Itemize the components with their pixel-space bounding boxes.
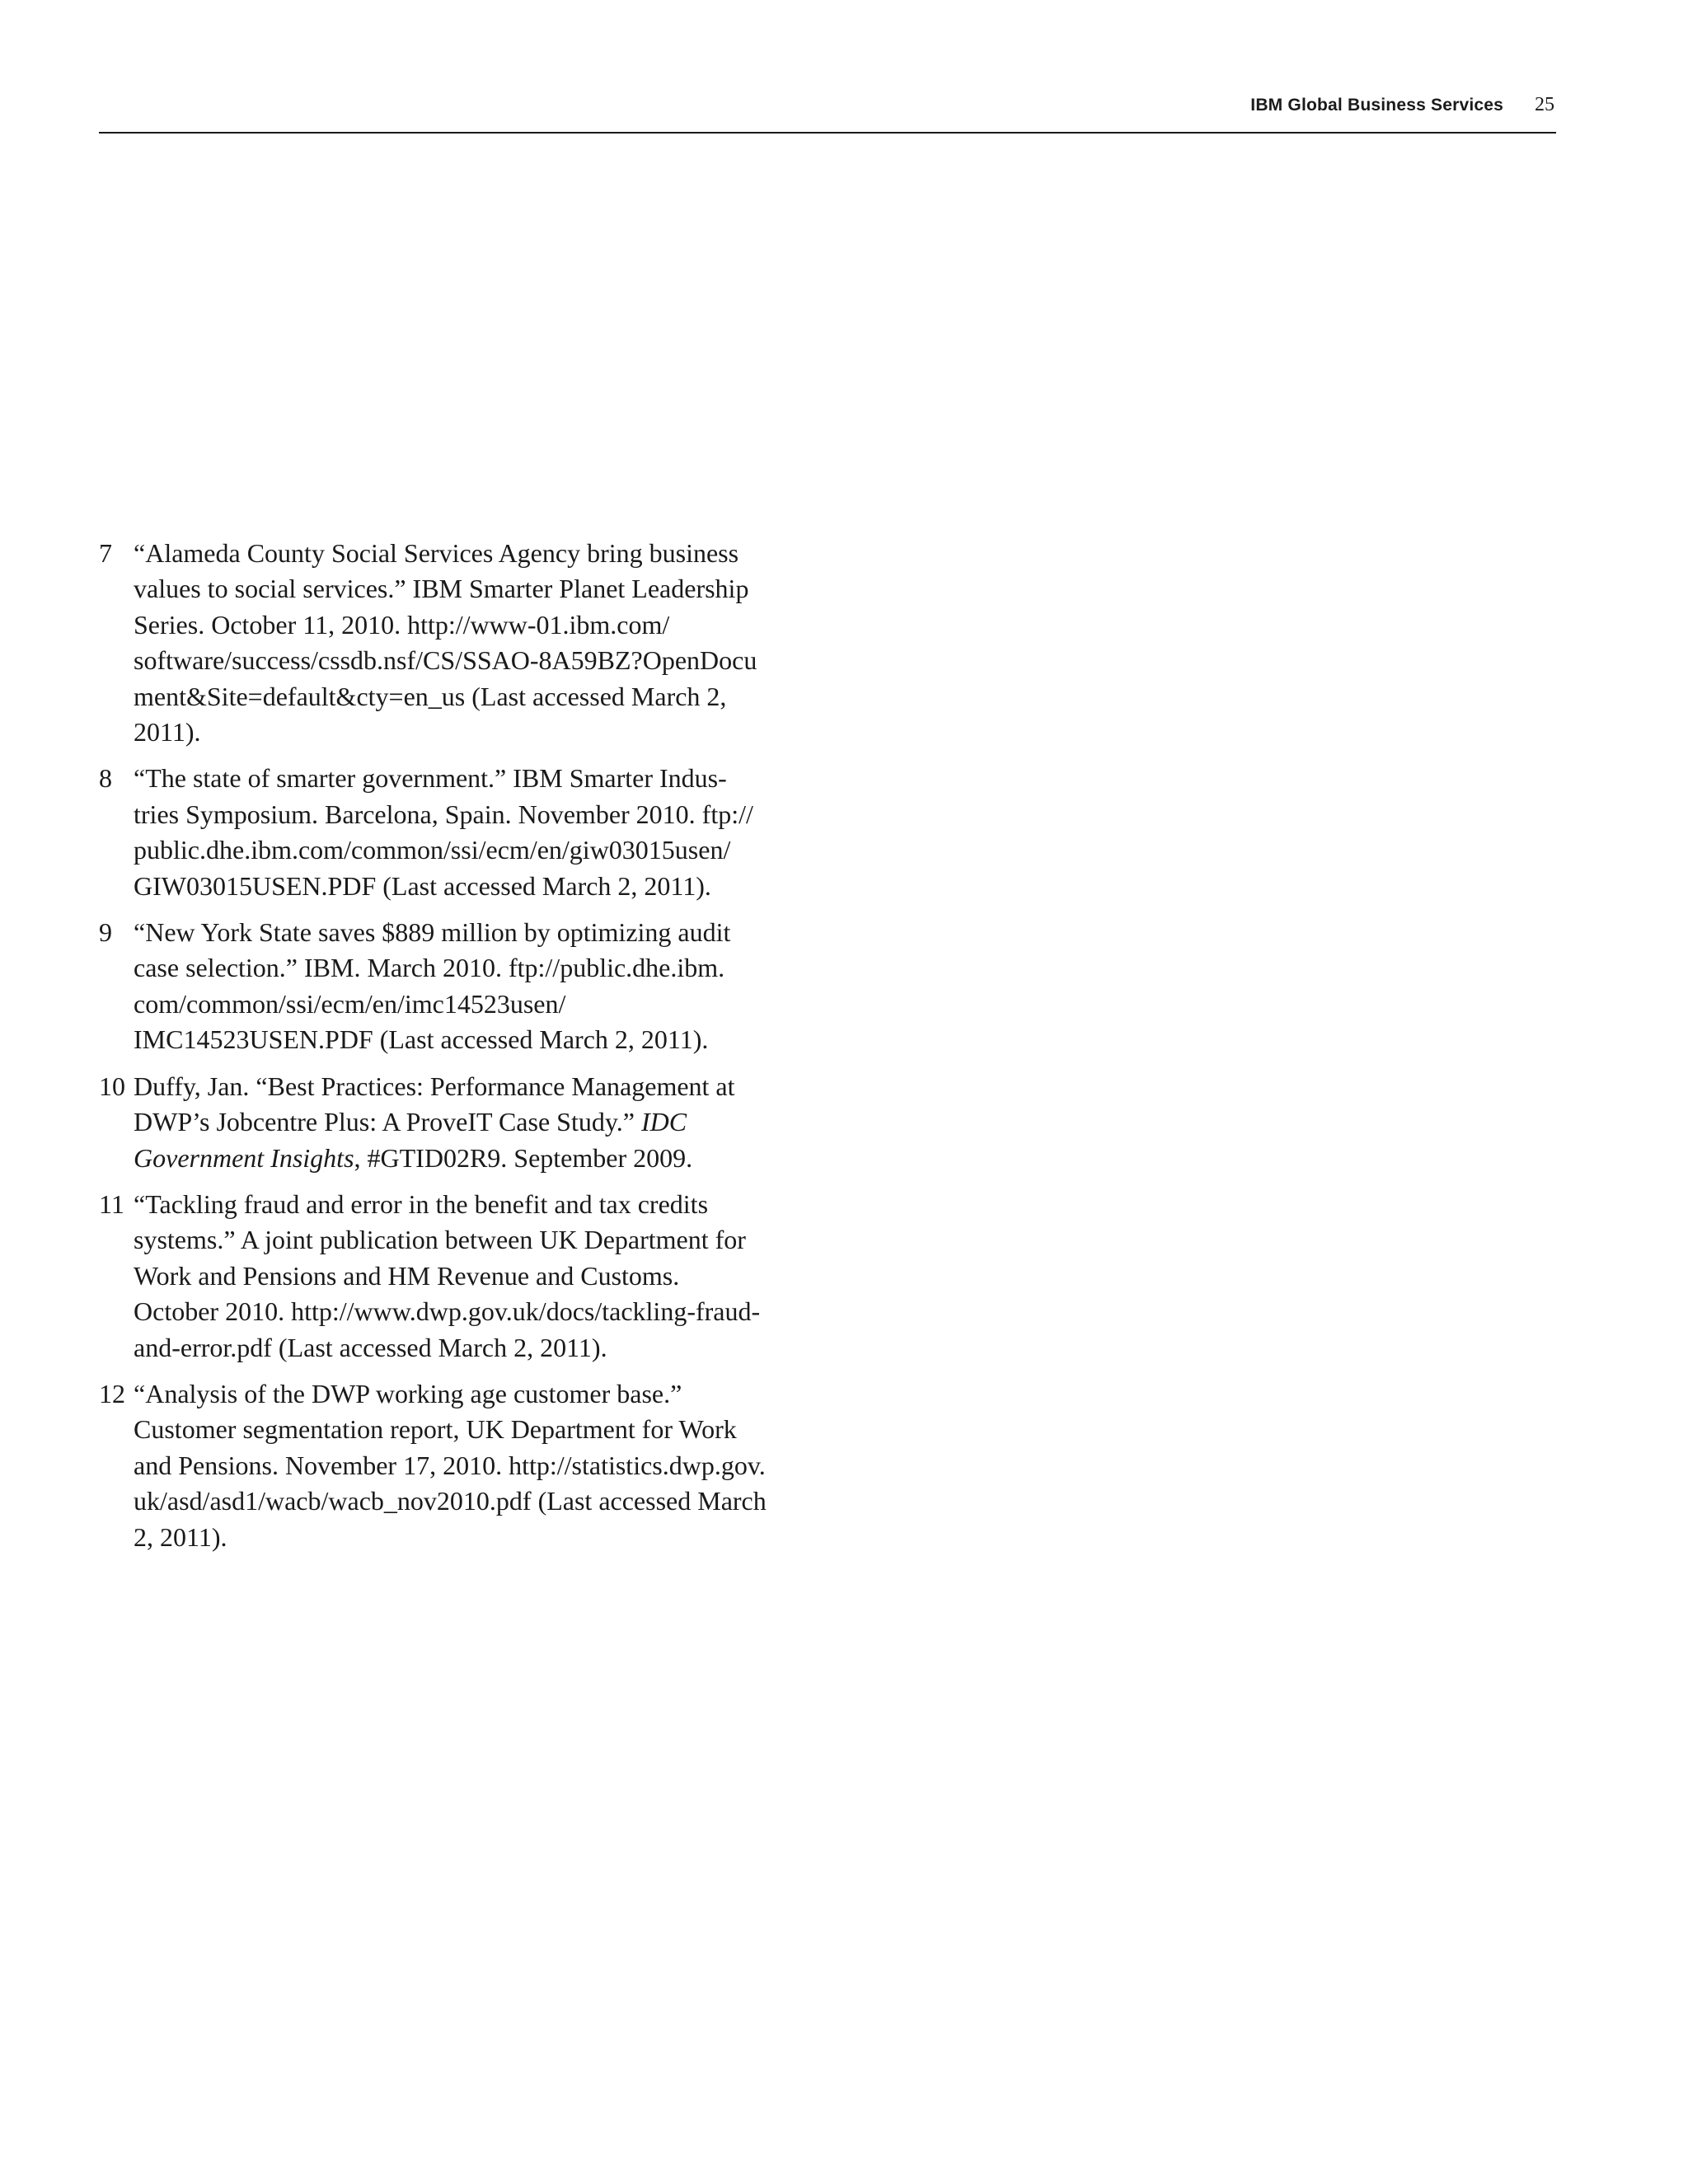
endnote-number: 10	[99, 1071, 125, 1101]
endnote-text	[134, 536, 808, 750]
endnote-line: case selection.” IBM. March 2010. ftp://public.dhe.ibm.	[134, 953, 725, 983]
endnote-text	[134, 1187, 808, 1366]
endnote-line: “Tackling fraud and error in the benefit and tax credits	[134, 1188, 709, 1219]
endnote-line: systems.” A joint publication between UK Department for	[134, 1225, 746, 1255]
endnote-line: Customer segmentation report, UK Department for Work	[134, 1414, 737, 1445]
endnote-line: values to social services.” IBM Smarter Planet Leadership	[134, 574, 749, 604]
endnote-line: GIW03015USEN.PDF (Last accessed March 2, 2011).	[134, 870, 711, 901]
endnote-line: and-error.pdf (Last accessed March 2, 2011).	[134, 1332, 607, 1362]
endnote-line: Series. October 11, 2010. http://www-01.ibm.com/	[134, 609, 670, 640]
endnote-text	[134, 915, 808, 1058]
publication-title: IDC	[640, 1107, 687, 1137]
endnote-line: and Pensions. November 17, 2010. http://statistics.dwp.gov.	[134, 1450, 766, 1480]
endnote-line: software/success/cssdb.nsf/CS/SSAO-8A59BZ?OpenDocu	[134, 645, 757, 676]
endnote-line: Duffy, Jan. “Best Practices: Performance Management at	[134, 1071, 735, 1101]
endnote-10	[99, 1069, 808, 1176]
endnote-line: IMC14523USEN.PDF (Last accessed March 2, 2011).	[134, 1024, 709, 1055]
endnote-line: “New York State saves $889 million by optimizing audit	[134, 917, 731, 948]
endnote-number: 7	[99, 538, 112, 568]
header-right	[1250, 94, 1556, 116]
page-number: 25	[1535, 94, 1554, 115]
endnote-text-span: , #GTID02R9. September 2009.	[354, 1142, 693, 1173]
endnote-line: October 2010. http://www.dwp.gov.uk/docs/tackling-fraud-	[134, 1296, 761, 1327]
endnote-line: 2, 2011).	[134, 1521, 227, 1552]
endnote-line: “Alameda County Social Services Agency bring business	[134, 538, 739, 568]
endnote-line	[134, 1104, 808, 1140]
endnote-number: 8	[99, 763, 112, 794]
endnote-line: public.dhe.ibm.com/common/ssi/ecm/en/giw03015usen/	[134, 835, 731, 865]
endnote-line: “The state of smarter government.” IBM Smarter Indus-	[134, 763, 727, 794]
endnote-text	[134, 1376, 808, 1555]
endnote-11	[99, 1187, 808, 1366]
endnote-text	[134, 1069, 808, 1176]
endnote-line: 2011).	[134, 717, 201, 748]
endnote-line: uk/asd/asd1/wacb/wacb_nov2010.pdf (Last accessed March	[134, 1486, 767, 1516]
endnote-7	[99, 536, 808, 750]
endnote-line	[134, 1141, 808, 1176]
endnote-text-span: DWP’s Jobcentre Plus: A ProveIT Case Study.”	[134, 1107, 641, 1137]
endnote-text	[134, 761, 808, 904]
endnote-line: ment&Site=default&cty=en_us (Last accessed March 2,	[134, 681, 727, 711]
endnote-9	[99, 915, 808, 1058]
publication-title: Government Insights	[134, 1142, 354, 1173]
endnote-line: com/common/ssi/ecm/en/imc14523usen/	[134, 988, 566, 1019]
endnote-number: 12	[99, 1378, 125, 1408]
endnote-line: tries Symposium. Barcelona, Spain. November 2010. ftp://	[134, 799, 753, 829]
page-header	[99, 91, 1556, 134]
endnote-line: Work and Pensions and HM Revenue and Customs.	[134, 1260, 680, 1291]
endnote-number: 9	[99, 917, 112, 948]
endnote-8	[99, 761, 808, 904]
endnotes-list	[99, 536, 808, 1566]
series-title: IBM Global Business Services	[1250, 96, 1503, 115]
endnote-12	[99, 1376, 808, 1555]
endnote-line: “Analysis of the DWP working age customer base.”	[134, 1378, 682, 1408]
endnote-number: 11	[99, 1188, 124, 1219]
